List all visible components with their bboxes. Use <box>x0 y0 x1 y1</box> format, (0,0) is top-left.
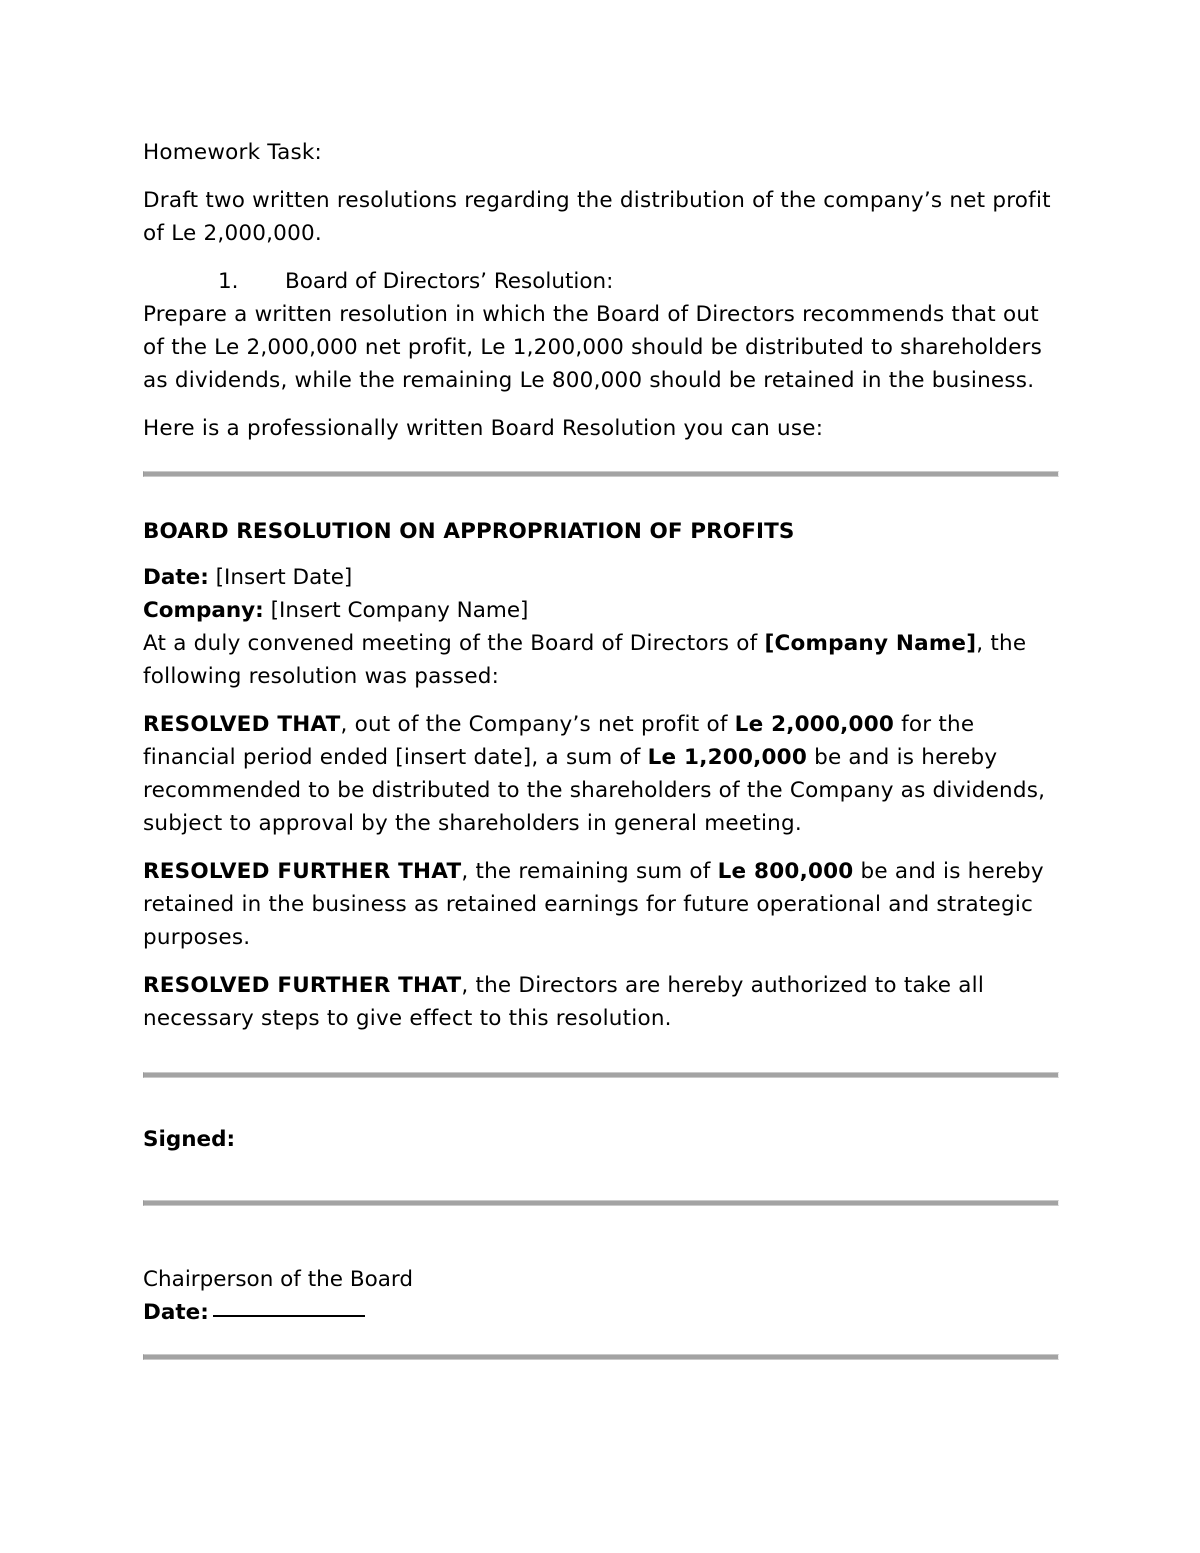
lead-in-paragraph: Here is a professionally written Board Resolution you can use: <box>143 416 824 441</box>
resolved-that-lead-1: RESOLVED THAT <box>143 712 341 737</box>
clause-2-amount-retained: Le 800,000 <box>717 859 854 884</box>
signature-date-line <box>143 1296 1059 1329</box>
list-item-number: 1. <box>218 269 239 294</box>
resolution-company-line <box>143 594 1059 627</box>
numbered-list-item-1 <box>143 265 1059 298</box>
preamble-text-part-2: , the following resolution was passed: <box>143 631 1027 689</box>
preamble-text-part-1: At a duly convened meeting of the Board of Directors of <box>143 631 765 656</box>
resolution-heading: BOARD RESOLUTION ON APPROPRIATION OF PROFITS <box>143 519 795 544</box>
homework-task-label: Homework Task: <box>143 140 323 165</box>
resolution-date-label: Date: <box>143 565 209 590</box>
list-item-label: Board of Directors’ Resolution: <box>285 269 614 294</box>
resolution-company-value: [Insert Company Name] <box>270 598 529 623</box>
clause-1-text-part-3: be and is hereby recommended to be distributed to the shareholders of the Company as dividends, subject to approval by the shareholders in general meeting. <box>143 745 1046 836</box>
resolution-company-label: Company: <box>143 598 264 623</box>
signed-label: Signed: <box>143 1127 236 1152</box>
resolved-further-that-lead-2: RESOLVED FURTHER THAT <box>143 859 462 884</box>
resolution-preamble-paragraph <box>143 627 1059 693</box>
clause-1-amount-dividend: Le 1,200,000 <box>647 745 808 770</box>
clause-2-text-part-2: be and is hereby retained in the business as retained earnings for future operational and strategic purposes. <box>143 859 1044 950</box>
document-body <box>143 0 1059 1360</box>
clause-1-text-part-2: for the financial period ended [insert date], a sum of <box>143 712 975 770</box>
resolved-further-that-lead-3: RESOLVED FURTHER THAT <box>143 973 462 998</box>
section-divider-before-signed <box>143 1072 1059 1078</box>
resolved-clause-2 <box>143 855 1059 954</box>
clause-1-text-part-1: , out of the Company’s net profit of <box>340 712 735 737</box>
signature-date-label: Date: <box>143 1300 209 1325</box>
signature-date-blank[interactable] <box>213 1315 365 1317</box>
resolution-date-value: [Insert Date] <box>215 565 353 590</box>
clause-1-amount-net-profit: Le 2,000,000 <box>734 712 895 737</box>
section-divider-bottom <box>143 1354 1059 1360</box>
preamble-company-placeholder: [Company Name] <box>764 631 977 656</box>
chairperson-label: Chairperson of the Board <box>143 1267 414 1292</box>
clause-2-text-part-1: , the remaining sum of <box>461 859 718 884</box>
clause-3-text-part-1: , the Directors are hereby authorized to take all necessary steps to give effect to this resolution. <box>143 973 985 1031</box>
resolved-clause-3 <box>143 969 1059 1035</box>
resolution-date-line <box>143 561 1059 594</box>
intro-instruction-paragraph: Draft two written resolutions regarding the distribution of the company’s net profit of Le 2,000,000. <box>143 188 1051 246</box>
prepare-resolution-paragraph: Prepare a written resolution in which the Board of Directors recommends that out of the Le 2,000,000 net profit, Le 1,200,000 should be distributed to shareholders as dividends, while the remaining Le 800,000 should be retained in the business. <box>143 302 1043 393</box>
section-divider-signature-line <box>143 1200 1059 1206</box>
resolved-clause-1 <box>143 708 1059 840</box>
section-divider-top <box>143 471 1059 477</box>
